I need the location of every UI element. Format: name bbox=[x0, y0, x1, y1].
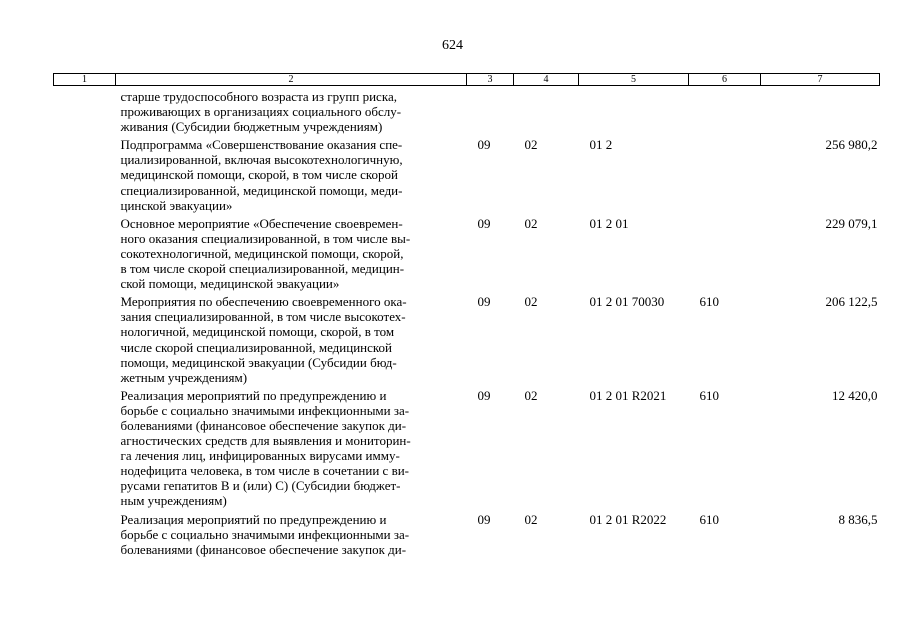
cell-target-article: 01 2 01 R2022 bbox=[589, 511, 667, 527]
name-line: жетным учреждениям) bbox=[120, 369, 248, 385]
cell-target-article: 01 2 01 70030 bbox=[589, 294, 665, 310]
table-row bbox=[54, 86, 880, 135]
cell-expense-type: 610 bbox=[699, 294, 719, 310]
name-line: га лечения лиц, инфицированных вирусами имму- bbox=[120, 448, 400, 464]
cell-expense-type bbox=[689, 86, 761, 135]
cell-col-1 bbox=[54, 291, 116, 385]
column-header-4: 4 bbox=[514, 74, 579, 86]
cell-expense-type bbox=[689, 213, 761, 291]
cell-name bbox=[116, 134, 467, 212]
cell-name bbox=[116, 291, 467, 385]
table-row bbox=[54, 134, 880, 212]
cell-col-1 bbox=[54, 213, 116, 291]
cell-subsection: 02 bbox=[524, 387, 538, 403]
name-line: Реализация мероприятий по предупреждению и bbox=[120, 387, 387, 403]
name-line: ным учреждениям) bbox=[120, 493, 227, 509]
name-line: числе скорой специализированной, медицинской bbox=[120, 339, 392, 355]
name-line: помощи, медицинской эвакуации (Субсидии бюд- bbox=[120, 354, 397, 370]
cell-target-article: 01 2 bbox=[589, 137, 613, 153]
budget-table bbox=[53, 73, 880, 557]
cell-amount: 256 980,2 bbox=[825, 137, 878, 153]
column-header-6: 6 bbox=[689, 74, 761, 86]
name-line: специализированной, медицинской помощи, меди- bbox=[120, 182, 403, 198]
cell-target-article: 01 2 01 bbox=[589, 215, 629, 231]
name-line: цинской эвакуации» bbox=[120, 197, 233, 213]
name-line: агностических средств для выявления и мониторин- bbox=[120, 433, 411, 449]
cell-subsection: 02 bbox=[524, 137, 538, 153]
cell-col-1 bbox=[54, 509, 116, 557]
name-line: нологичной, медицинской помощи, скорой, в том bbox=[120, 324, 395, 340]
name-line: циализированной, включая высокотехнологичную, bbox=[120, 152, 403, 168]
cell-col-1 bbox=[54, 385, 116, 509]
table-body bbox=[54, 86, 880, 557]
name-line: борьбе с социально значимыми инфекционными за- bbox=[120, 402, 410, 418]
name-line: Подпрограмма «Совершенствование оказания спе- bbox=[120, 137, 403, 153]
name-line: Реализация мероприятий по предупреждению и bbox=[120, 511, 387, 527]
cell-target-article bbox=[579, 86, 689, 135]
table-row bbox=[54, 509, 880, 557]
name-line: сокотехнологичной, медицинской помощи, скорой, bbox=[120, 245, 404, 261]
name-line: проживающих в организациях социального обслу- bbox=[120, 104, 402, 120]
table-row bbox=[54, 213, 880, 291]
cell-amount: 8 836,5 bbox=[838, 511, 878, 527]
cell-section: 09 bbox=[477, 511, 491, 527]
name-line: зания специализированной, в том числе высокотех- bbox=[120, 309, 406, 325]
table-header bbox=[54, 74, 880, 86]
name-line: болеваниями (финансовое обеспечение закупок ди- bbox=[120, 541, 407, 557]
cell-col-1 bbox=[54, 86, 116, 135]
name-line: борьбе с социально значимыми инфекционными за- bbox=[120, 526, 410, 542]
cell-target-article: 01 2 01 R2021 bbox=[589, 387, 667, 403]
cell-section: 09 bbox=[477, 215, 491, 231]
cell-section bbox=[467, 86, 514, 135]
name-line: русами гепатитов В и (или) С) (Субсидии бюджет- bbox=[120, 478, 401, 494]
name-line: ской помощи, медицинской эвакуации» bbox=[120, 276, 340, 292]
cell-section: 09 bbox=[477, 137, 491, 153]
cell-amount: 12 420,0 bbox=[832, 387, 878, 403]
table-row bbox=[54, 291, 880, 385]
cell-subsection: 02 bbox=[524, 511, 538, 527]
name-line: живания (Субсидии бюджетным учреждениям) bbox=[120, 119, 383, 135]
name-line: медицинской помощи, скорой, в том числе скорой bbox=[120, 167, 398, 183]
cell-expense-type bbox=[689, 134, 761, 212]
cell-expense-type: 610 bbox=[699, 511, 719, 527]
column-header-7: 7 bbox=[761, 74, 880, 86]
column-header-3: 3 bbox=[467, 74, 514, 86]
cell-subsection: 02 bbox=[524, 215, 538, 231]
column-header-1: 1 bbox=[54, 74, 116, 86]
name-line: нодефицита человека, в том числе в сочетании с ви- bbox=[120, 463, 410, 479]
cell-amount: 229 079,1 bbox=[825, 215, 878, 231]
cell-section: 09 bbox=[477, 387, 491, 403]
cell-amount bbox=[761, 86, 880, 135]
column-header-2: 2 bbox=[116, 74, 467, 86]
table-row bbox=[54, 385, 880, 509]
name-line: ного оказания специализированной, в том числе вы- bbox=[120, 230, 411, 246]
cell-name bbox=[116, 385, 467, 509]
name-line: в том числе скорой специализированной, медицин- bbox=[120, 261, 405, 277]
cell-subsection: 02 bbox=[524, 294, 538, 310]
cell-name bbox=[116, 86, 467, 135]
cell-name bbox=[116, 509, 467, 557]
page-number: 624 bbox=[442, 38, 463, 53]
cell-section: 09 bbox=[477, 294, 491, 310]
cell-subsection bbox=[514, 86, 579, 135]
name-line: Мероприятия по обеспечению своевременного ока- bbox=[120, 294, 407, 310]
cell-name bbox=[116, 213, 467, 291]
cell-col-1 bbox=[54, 134, 116, 212]
column-header-5: 5 bbox=[579, 74, 689, 86]
name-line: Основное мероприятие «Обеспечение своевремен- bbox=[120, 215, 403, 231]
name-line: болеваниями (финансовое обеспечение закупок ди- bbox=[120, 417, 407, 433]
cell-expense-type: 610 bbox=[699, 387, 719, 403]
cell-amount: 206 122,5 bbox=[825, 294, 878, 310]
name-line: старше трудоспособного возраста из групп риска, bbox=[120, 89, 397, 104]
